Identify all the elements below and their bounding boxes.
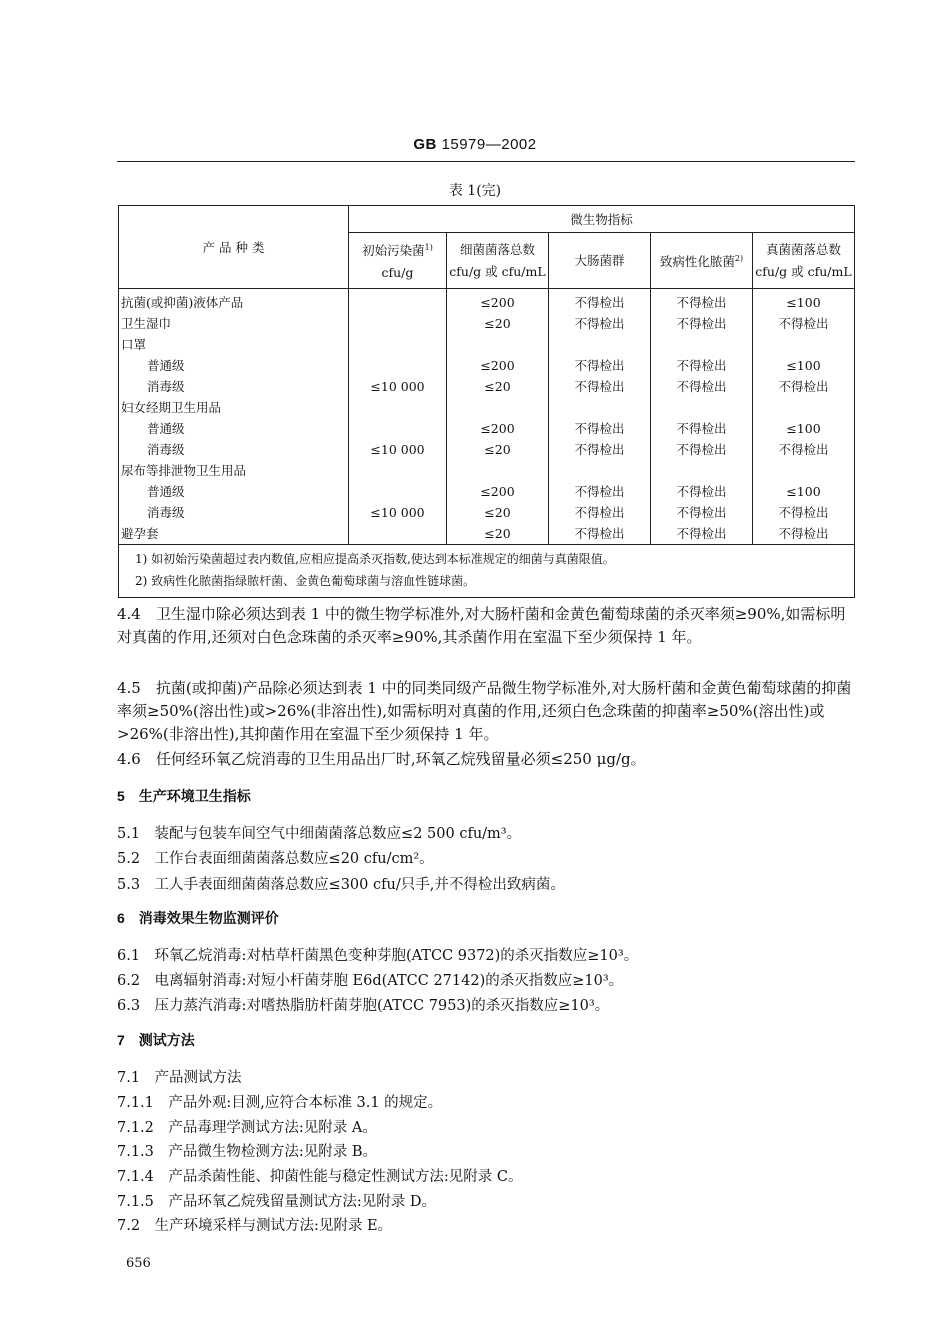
- col-product-values: [119, 289, 349, 545]
- table-cell: 普通级: [147, 421, 185, 436]
- header-col-pathogen: 致病性化脓菌$^{2)}$: [651, 233, 753, 289]
- document-header: [0, 136, 950, 153]
- clause-7-1-5: 7.1.5 产品环氧乙烷残留量测试方法:见附录 D。: [117, 1194, 437, 1210]
- table-cell: 尿布等排泄物卫生用品: [121, 463, 247, 478]
- clause-7-1-2: 7.1.2 产品毒理学测试方法:见附录 A。: [117, 1120, 377, 1136]
- table-cell: 消毒级: [147, 505, 185, 520]
- clause-7-1-3: 7.1.3 产品微生物检测方法:见附录 B。: [117, 1144, 378, 1160]
- clause-7-1-4: 7.1.4 产品杀菌性能、抑菌性能与稳定性测试方法:见附录 C。: [117, 1169, 523, 1185]
- table-cell: 消毒级: [147, 379, 185, 394]
- table-footnotes: [119, 545, 855, 598]
- section-6-title: 6 消毒效果生物监测评价: [117, 910, 279, 926]
- section-7-title: 7 测试方法: [117, 1032, 195, 1048]
- col-bacteria-values: ≤200 ≤20 ≤200 ≤20 ≤200 ≤20 ≤200 ≤20 ≤20: [447, 289, 549, 545]
- clause-6-2: 6.2 电离辐射消毒:对短小杆菌芽胞 E6d(ATCC 27142)的杀灭指数应≥10³。: [117, 973, 624, 989]
- table-cell: 口罩: [121, 337, 147, 352]
- header-rule: [117, 161, 855, 162]
- table-cell: 避孕套: [121, 526, 159, 541]
- clause-7-2: 7.2 生产环境采样与测试方法:见附录 E。: [117, 1218, 393, 1234]
- header-microbial-index: 微生物指标: [349, 206, 855, 233]
- section-5-title: 5 生产环境卫生指标: [117, 788, 251, 804]
- footnote-1: 1) 如初始污染菌超过表内数值,应相应提高杀灭指数,使达到本标准规定的细菌与真菌限值。: [135, 552, 615, 566]
- standard-code: GB: [413, 136, 437, 153]
- header-product-type: 产 品 种 类: [119, 206, 349, 289]
- table-cell: 消毒级: [147, 442, 185, 457]
- clause-4-4: 4.4 卫生湿巾除必须达到表 1 中的微生物学标准外,对大肠杆菌和金黄色葡萄球菌的杀灭率须≥90%,如需标明对真菌的作用,还须对白色念珠菌的杀灭率≥90%,其杀菌作用在室温下至少须保持 1 年。: [117, 605, 846, 646]
- header-col-coliform: 大肠菌群: [549, 233, 651, 289]
- clause-6-3: 6.3 压力蒸汽消毒:对嗜热脂肪杆菌芽胞(ATCC 7953)的杀灭指数应≥10³。: [117, 998, 610, 1014]
- col-fungi-values: ≤100 不得检出 ≤100 不得检出 ≤100 不得检出 ≤100 不得检出 不得检出: [753, 289, 855, 545]
- page-number: 656: [126, 1256, 151, 1271]
- header-col-fungi: 真菌菌落总数 cfu/g 或 cfu/mL: [753, 233, 855, 289]
- standard-number: 15979—2002: [441, 136, 537, 153]
- clause-7-1-1: 7.1.1 产品外观:目测,应符合本标准 3.1 的规定。: [117, 1095, 443, 1111]
- clause-6-1: 6.1 环氧乙烷消毒:对枯草杆菌黑色变种芽胞(ATCC 9372)的杀灭指数应≥10³。: [117, 948, 639, 964]
- col-coliform-values: 不得检出 不得检出 不得检出 不得检出 不得检出 不得检出 不得检出 不得检出 不得检出: [549, 289, 651, 545]
- microbial-index-table: [118, 205, 855, 598]
- table-cell: 普通级: [147, 484, 185, 499]
- clause-5-1: 5.1 装配与包装车间空气中细菌菌落总数应≤2 500 cfu/m³。: [117, 826, 522, 842]
- clause-4-6: 4.6 任何经环氧乙烷消毒的卫生用品出厂时,环氧乙烷残留量必须≤250 μg/g。: [117, 750, 646, 768]
- col-pathogen-values: 不得检出 不得检出 不得检出 不得检出 不得检出 不得检出 不得检出 不得检出 不得检出: [651, 289, 753, 545]
- footnote-2: 2) 致病性化脓菌指绿脓杆菌、金黄色葡萄球菌与溶血性链球菌。: [135, 574, 476, 588]
- table-caption: 表 1(完): [448, 183, 502, 199]
- table-cell: 卫生湿巾: [121, 316, 172, 331]
- table-cell: 抗菌(或抑菌)液体产品: [121, 295, 244, 310]
- clause-5-3: 5.3 工人手表面细菌菌落总数应≤300 cfu/只手,并不得检出致病菌。: [117, 877, 565, 893]
- table-cell: 普通级: [147, 358, 185, 373]
- col-initial-values: ≤10 000 ≤10 000 ≤10 000: [349, 289, 447, 545]
- clause-7-1: 7.1 产品测试方法: [117, 1070, 242, 1086]
- clause-5-2: 5.2 工作台表面细菌菌落总数应≤20 cfu/cm²。: [117, 851, 434, 867]
- clause-4-5: 4.5 抗菌(或抑菌)产品除必须达到表 1 中的同类同级产品微生物学标准外,对大肠杆菌和金黄色葡萄球菌的抑菌率须≥50%(溶出性)或>26%(非溶出性),如需标明对真菌的作用,还须白色念珠菌的抑菌率≥50%(溶出性)或>26%(非溶出性),其抑菌作用在室温下至少须保持 1 年。: [117, 679, 852, 743]
- header-col-bacteria: 细菌菌落总数 cfu/g 或 cfu/mL: [447, 233, 549, 289]
- header-col-initial: 初始污染菌$^{1)}$ cfu/g: [349, 233, 447, 289]
- table-cell: 妇女经期卫生用品: [121, 400, 222, 415]
